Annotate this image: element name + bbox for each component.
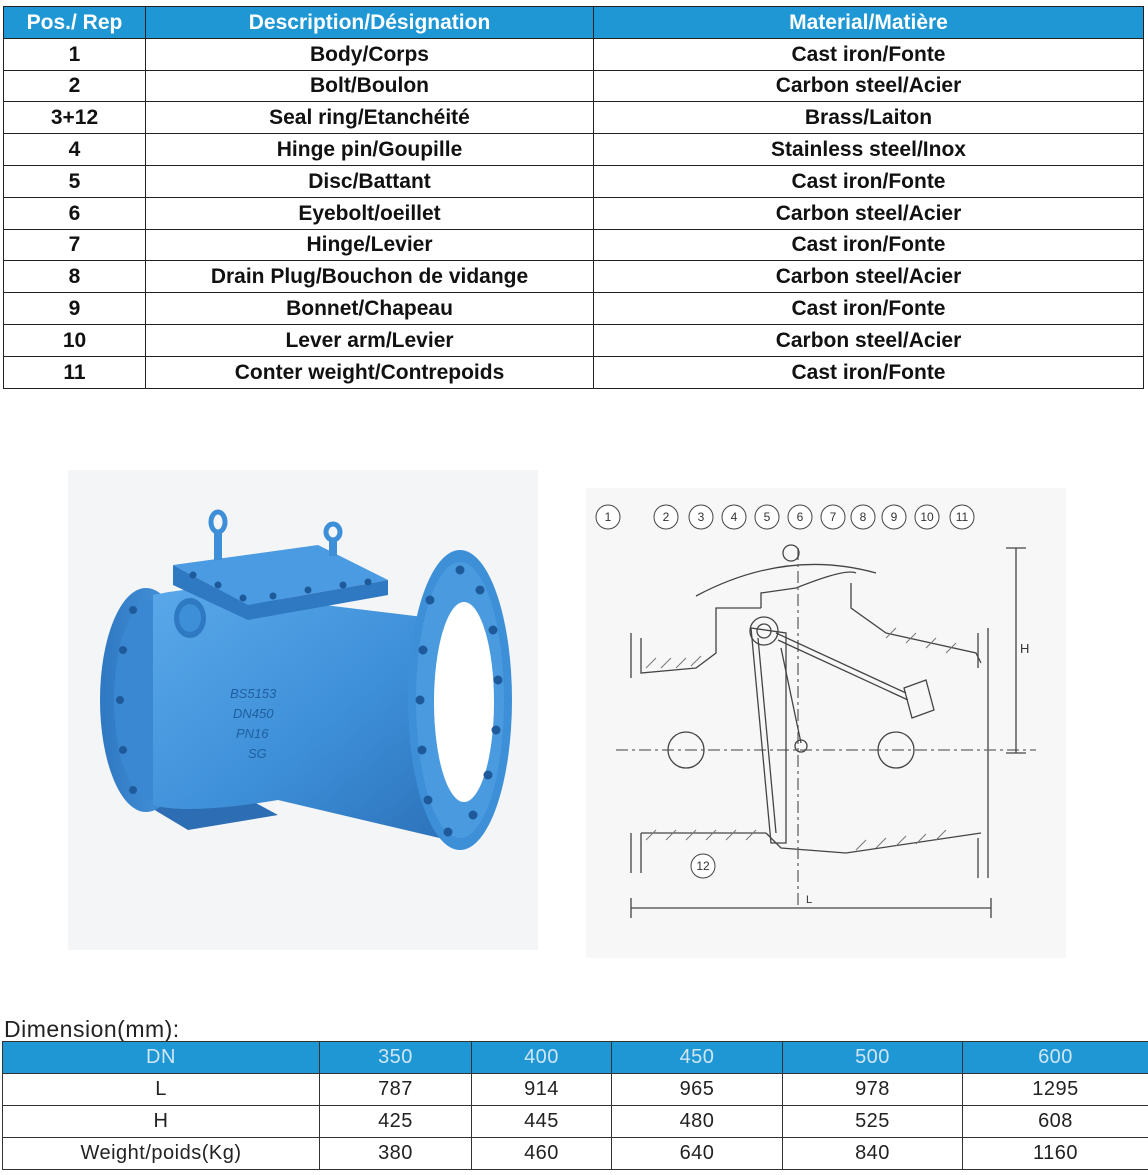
part-description: Lever arm/Levier	[146, 324, 594, 356]
dimension-value: 965	[612, 1074, 783, 1106]
dimension-row	[3, 1074, 1148, 1106]
callout-9	[882, 505, 906, 529]
callout-7	[821, 505, 845, 529]
dimension-value: 1295	[963, 1074, 1148, 1106]
header-material: Material/Matière	[594, 7, 1144, 39]
valve-drawing	[586, 488, 1066, 958]
dn-value: 600	[963, 1042, 1148, 1074]
valve-photo	[68, 470, 538, 950]
callout-4	[722, 505, 746, 529]
callout-number: 4	[730, 510, 738, 524]
dim-h-label: H	[1020, 641, 1030, 656]
part-position: 9	[4, 293, 146, 325]
part-position: 4	[4, 134, 146, 166]
callout-number: 11	[955, 510, 969, 524]
dimension-value: 460	[472, 1138, 612, 1170]
casting-mark-3: PN16	[236, 726, 269, 741]
part-position: 7	[4, 229, 146, 261]
parts-row	[4, 102, 1144, 134]
part-description: Drain Plug/Bouchon de vidange	[146, 261, 594, 293]
callout-number: 9	[890, 510, 898, 524]
part-material: Carbon steel/Acier	[594, 261, 1144, 293]
dimension-value: 525	[783, 1106, 963, 1138]
header-description: Description/Désignation	[146, 7, 594, 39]
part-description: Bolt/Boulon	[146, 70, 594, 102]
dimension-value: 445	[472, 1106, 612, 1138]
dimension-value: 480	[612, 1106, 783, 1138]
part-material: Cast iron/Fonte	[594, 38, 1144, 70]
parts-row	[4, 356, 1144, 388]
part-description: Seal ring/Etanchéité	[146, 102, 594, 134]
callout-3	[689, 505, 713, 529]
parts-row	[4, 134, 1144, 166]
part-material: Carbon steel/Acier	[594, 197, 1144, 229]
callout-number: 10	[920, 510, 934, 524]
dim-l-label: L	[806, 894, 813, 906]
parts-row	[4, 70, 1144, 102]
callout-number: 6	[796, 510, 804, 524]
callout-number: 2	[662, 510, 670, 524]
dimension-row	[3, 1138, 1148, 1170]
parts-row	[4, 324, 1144, 356]
callout-6	[788, 505, 812, 529]
part-material: Carbon steel/Acier	[594, 324, 1144, 356]
callout-12	[691, 854, 715, 878]
callout-2	[654, 505, 678, 529]
dimension-row-label: L	[3, 1074, 320, 1106]
part-position: 8	[4, 261, 146, 293]
sectional-drawing	[586, 488, 1066, 958]
dimension-value: 608	[963, 1106, 1148, 1138]
part-position: 1	[4, 38, 146, 70]
part-description: Bonnet/Chapeau	[146, 293, 594, 325]
dimension-row-label: Weight/poids(Kg)	[3, 1138, 320, 1170]
dn-value: 350	[320, 1042, 472, 1074]
part-position: 5	[4, 165, 146, 197]
swing-check-valve-illustration	[68, 470, 538, 950]
callout-11	[950, 505, 974, 529]
part-material: Cast iron/Fonte	[594, 356, 1144, 388]
casting-mark-4: SG	[248, 746, 267, 761]
callout-number: 12	[696, 859, 710, 873]
dimension-table	[2, 1041, 1148, 1170]
dimension-value: 1160	[963, 1138, 1148, 1170]
parts-header-row	[4, 7, 1144, 39]
parts-row	[4, 165, 1144, 197]
dimension-header-row	[3, 1042, 1148, 1074]
part-material: Carbon steel/Acier	[594, 70, 1144, 102]
callout-10	[915, 505, 939, 529]
parts-row	[4, 38, 1144, 70]
dimension-value: 914	[472, 1074, 612, 1106]
part-description: Conter weight/Contrepoids	[146, 356, 594, 388]
dimension-value: 640	[612, 1138, 783, 1170]
part-description: Disc/Battant	[146, 165, 594, 197]
dimension-row	[3, 1106, 1148, 1138]
parts-row	[4, 293, 1144, 325]
callout-number: 1	[604, 510, 612, 524]
dimension-value: 787	[320, 1074, 472, 1106]
header-pos: Pos./ Rep	[4, 7, 146, 39]
parts-table	[3, 6, 1144, 389]
callout-8	[851, 505, 875, 529]
dn-value: 500	[783, 1042, 963, 1074]
parts-row	[4, 197, 1144, 229]
callout-1	[596, 505, 620, 529]
casting-mark-1: BS5153	[230, 686, 277, 701]
dimension-value: 840	[783, 1138, 963, 1170]
dn-value: 450	[612, 1042, 783, 1074]
callout-number: 7	[829, 510, 837, 524]
part-material: Cast iron/Fonte	[594, 229, 1144, 261]
part-description: Eyebolt/oeillet	[146, 197, 594, 229]
dimension-row-label: H	[3, 1106, 320, 1138]
callout-number: 3	[697, 510, 705, 524]
dimension-value: 978	[783, 1074, 963, 1106]
part-description: Hinge pin/Goupille	[146, 134, 594, 166]
part-position: 6	[4, 197, 146, 229]
part-position: 3+12	[4, 102, 146, 134]
callout-number: 5	[763, 510, 771, 524]
part-position: 11	[4, 356, 146, 388]
parts-row	[4, 229, 1144, 261]
part-material: Cast iron/Fonte	[594, 165, 1144, 197]
part-material: Stainless steel/Inox	[594, 134, 1144, 166]
part-material: Brass/Laiton	[594, 102, 1144, 134]
part-material: Cast iron/Fonte	[594, 293, 1144, 325]
dimension-value: 380	[320, 1138, 472, 1170]
callout-5	[755, 505, 779, 529]
part-description: Body/Corps	[146, 38, 594, 70]
dimension-label: Dimension(mm):	[4, 1016, 180, 1042]
parts-row	[4, 261, 1144, 293]
callout-number: 8	[859, 510, 867, 524]
part-description: Hinge/Levier	[146, 229, 594, 261]
dn-label: DN	[3, 1042, 320, 1074]
dn-value: 400	[472, 1042, 612, 1074]
dimension-value: 425	[320, 1106, 472, 1138]
part-position: 10	[4, 324, 146, 356]
casting-mark-2: DN450	[233, 706, 274, 721]
part-position: 2	[4, 70, 146, 102]
